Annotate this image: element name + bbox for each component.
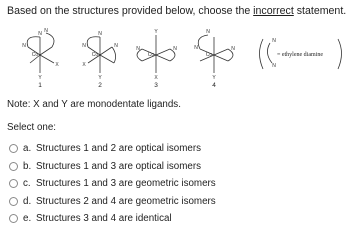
option-d[interactable] [7,193,347,211]
legend-bottom-atom: N [272,63,276,69]
option-a-letter: a. [23,143,32,155]
s2-right-atom: N [114,43,118,49]
s1-top-atom: N [38,31,42,37]
question-underlined-word: incorrect [253,5,294,17]
structure-number-1: 1 [38,82,42,89]
legend-top-atom: N [272,38,276,44]
option-c-letter: c. [23,178,31,190]
option-e-text[interactable]: Structures 3 and 4 are identical [36,213,172,225]
s2-x-atom: X [82,62,86,68]
s3-left-atom: N [136,46,140,52]
question-suffix: statement. [293,5,347,17]
option-b[interactable] [7,158,347,176]
option-e-letter: e. [23,213,32,225]
s4-metal: Co [205,52,213,58]
note-text: Note: X and Y are monodentate ligands. [7,99,181,110]
radio-c[interactable] [9,179,18,188]
structure-4 [198,35,233,73]
answer-options [7,140,347,228]
question-text [7,4,346,18]
radio-d[interactable] [9,197,18,206]
option-c-text[interactable]: Structures 1 and 3 are geometric isomers [36,178,216,190]
s3-x-atom: X [154,75,158,81]
radio-b[interactable] [9,162,18,171]
s3-metal: Co [147,52,155,58]
option-a-text[interactable]: Structures 1 and 2 are optical isomers [36,143,201,155]
s2-y-atom: Y [98,75,102,81]
s4-top-atom: N [206,29,210,35]
structure-number-4: 4 [212,82,216,89]
s3-y-atom: Y [154,29,158,35]
structure-number-3: 3 [154,82,158,89]
option-d-letter: d. [23,195,32,207]
s4-right-atom: N [231,46,235,52]
option-b-text[interactable]: Structures 1 and 3 are optical isomers [36,160,201,172]
structures-figure [18,25,350,95]
question-prefix: Based on the structures provided below, choose the [7,5,254,17]
option-c[interactable] [7,175,347,193]
radio-e[interactable] [9,214,18,223]
s4-y-atom: Y [212,75,216,81]
s4-left-atom: N [194,45,198,51]
structure-3 [137,35,175,73]
select-one-label: Select one: [7,122,57,133]
s1-x-atom: X [55,62,59,68]
legend-text: = ethylene diamine [276,52,324,58]
s1-upper-right-atom: N [44,28,48,34]
s1-y-atom: Y [38,75,42,81]
option-d-text[interactable]: Structures 2 and 4 are geometric isomers [36,195,216,207]
radio-a[interactable] [9,144,18,153]
s1-left-atom: N [22,43,26,49]
s2-left-atom: N [82,43,86,49]
s3-right-atom: N [173,46,177,52]
option-a[interactable] [7,140,347,158]
s1-metal: Co [31,52,39,58]
option-e[interactable] [7,210,347,228]
s2-metal: Co [91,52,99,58]
s2-top-atom: N [98,31,102,37]
structure-number-2: 2 [98,82,102,89]
option-b-letter: b. [23,160,32,172]
